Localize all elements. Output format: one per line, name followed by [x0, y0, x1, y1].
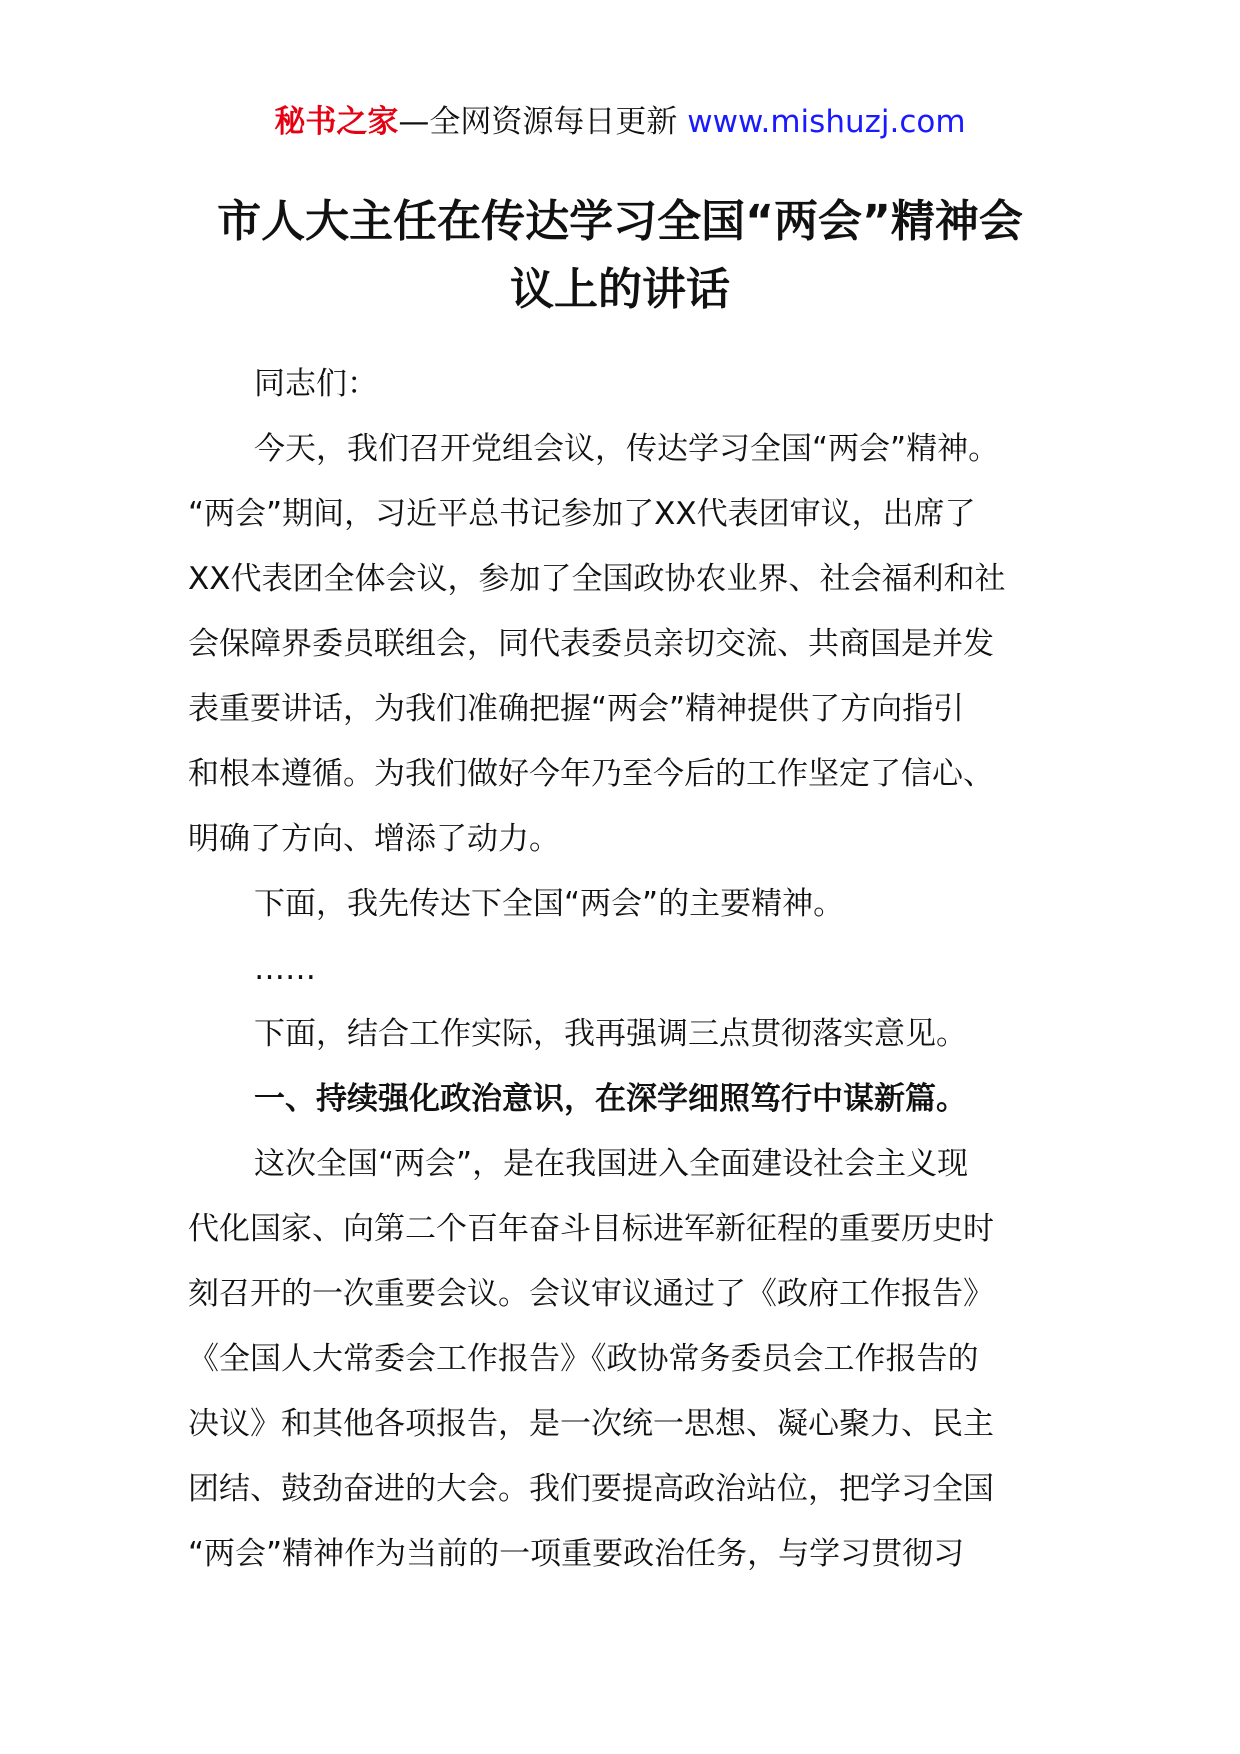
site-header [0, 100, 1240, 144]
paragraph-1-line: 和根本遵循。为我们做好今年乃至今后的工作坚定了信心、 [188, 756, 994, 792]
paragraph-2: 下面，我先传达下全国“两会”的主要精神。 [254, 886, 845, 922]
paragraph-1-line: “两会”期间，习近平总书记参加了XX代表团审议，出席了 [188, 496, 976, 532]
paragraph-3: 下面，结合工作实际，我再强调三点贯彻落实意见。 [254, 1016, 967, 1052]
title-line-2: 议上的讲话 [510, 264, 730, 315]
section-heading-1: 一、持续强化政治意识，在深学细照笃行中谋新篇。 [254, 1081, 967, 1117]
paragraph-4-line: 《全国人大常委会工作报告》《政协常务委员会工作报告的 [188, 1341, 979, 1377]
paragraph-1-line: XX代表团全体会议，参加了全国政协农业界、社会福利和社 [188, 561, 1006, 597]
document-title [150, 188, 1090, 324]
greeting: 同志们： [254, 366, 378, 402]
document-body [188, 352, 1058, 1587]
paragraph-1-line: 会保障界委员联组会，同代表委员亲切交流、共商国是并发 [188, 626, 994, 662]
paragraph-4-line: 这次全国“两会”，是在我国进入全面建设社会主义现 [254, 1146, 969, 1182]
paragraph-1-line: 今天，我们召开党组会议，传达学习全国“两会”精神。 [254, 431, 1000, 467]
paragraph-4-line: “两会”精神作为当前的一项重要政治任务，与学习贯彻习 [188, 1536, 965, 1572]
paragraph-4-line: 刻召开的一次重要会议。会议审议通过了《政府工作报告》 [188, 1276, 994, 1312]
paragraph-4-line: 团结、鼓劲奋进的大会。我们要提高政治站位，把学习全国 [188, 1471, 994, 1507]
paragraph-4-line: 决议》和其他各项报告，是一次统一思想、凝心聚力、民主 [188, 1406, 994, 1442]
paragraph-4-line: 代化国家、向第二个百年奋斗目标进军新征程的重要历史时 [188, 1211, 994, 1247]
header-tagline: —全网资源每日更新 [398, 104, 678, 140]
ellipsis: …… [254, 951, 316, 987]
paragraph-1-line: 表重要讲话，为我们准确把握“两会”精神提供了方向指引 [188, 691, 965, 727]
paragraph-1-line: 明确了方向、增添了动力。 [188, 821, 560, 857]
brand-name: 秘书之家 [274, 104, 399, 140]
title-line-1: 市人大主任在传达学习全国“两会”精神会 [217, 196, 1023, 247]
site-url-link[interactable]: www.mishuzj.com [687, 104, 966, 140]
